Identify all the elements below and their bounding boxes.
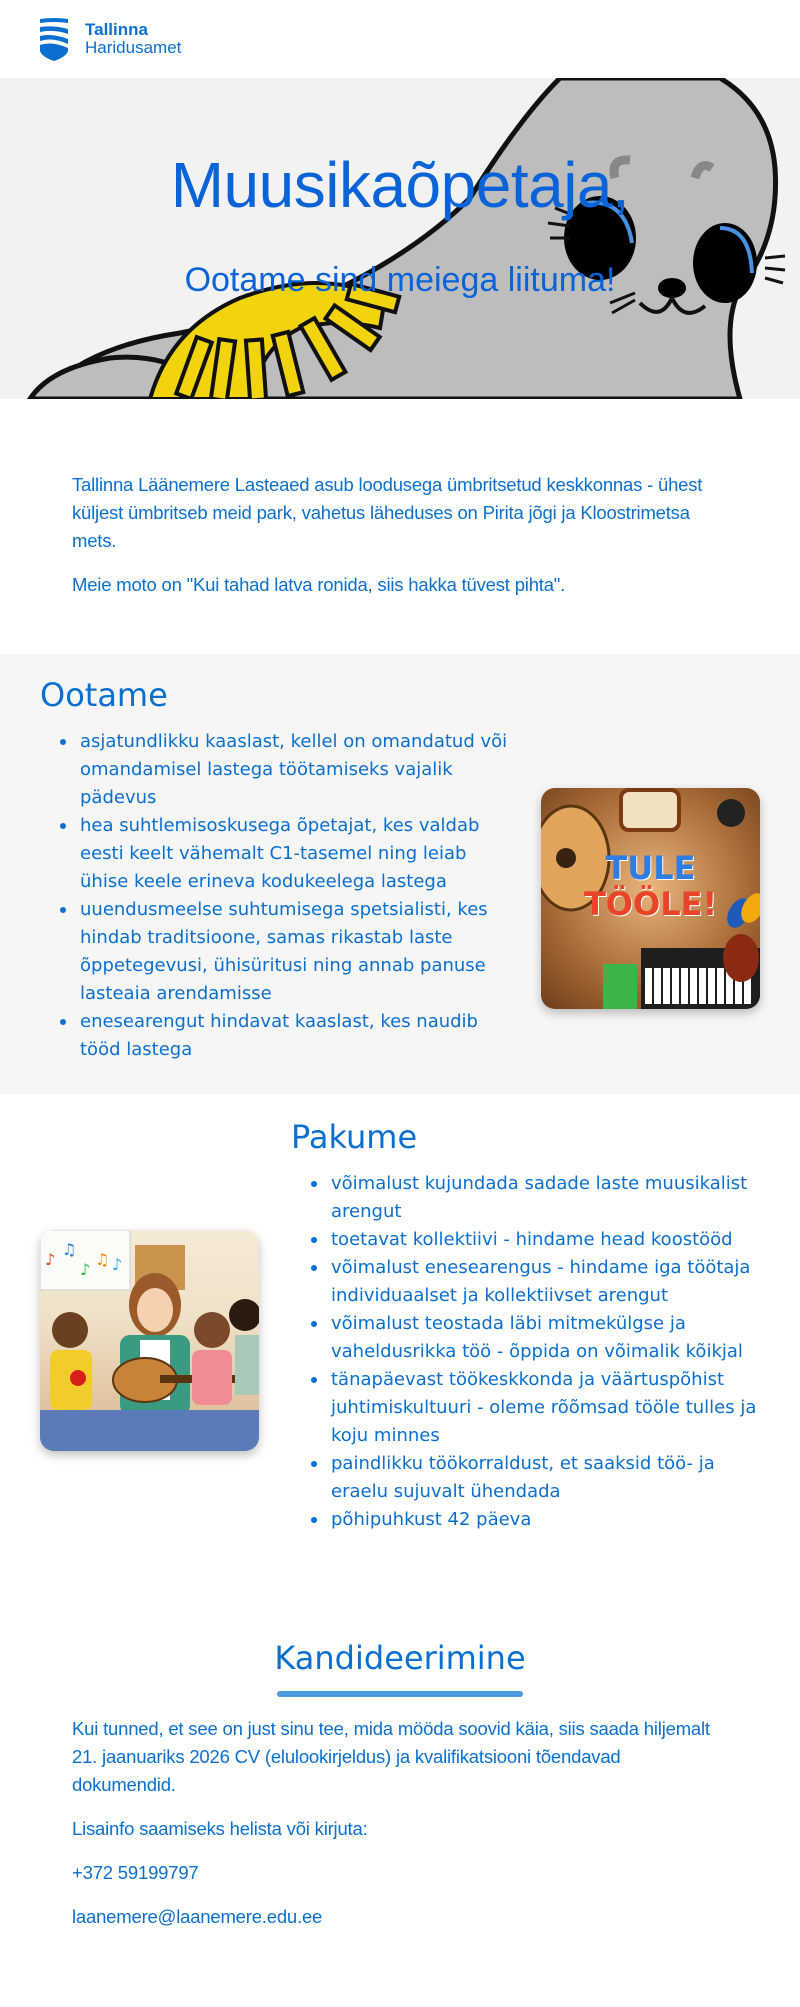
logo-line1: Tallinna [85, 20, 148, 39]
list-item: paindlikku töökorraldust, et saaksid töö- ja eraelu sujuvalt ühendada [291, 1450, 760, 1506]
phone-link[interactable]: +372 59199797 [72, 1862, 199, 1883]
email-link[interactable]: laanemere@laanemere.edu.ee [72, 1906, 323, 1927]
list-item: uuendusmeelse suhtumisega spetsialisti, kes hindab traditsioone, samas rikastab laste õppetegevusi, ühisüritusi ning annab panuse lasteaia arendamisse [40, 896, 519, 1008]
list-item: võimalust teostada läbi mitmekülgse ja vaheldusrikka töö - õppida on võimalik kõikjal [291, 1310, 760, 1366]
tallinna-haridusamet-logo[interactable] [38, 17, 181, 61]
list-item: asjatundlikku kaaslast, kellel on omandatud või omandamisel lastega töötamiseks vajalik pädevus [40, 728, 519, 812]
list-item: tänapäevast töökeskkonda ja väärtuspõhist juhtimiskultuuri - oleme rõõmsad tööle tulles ja koju minnes [291, 1366, 760, 1450]
tule-toole-text: TULE TÖÖLE! [583, 849, 718, 923]
ootame-list [40, 728, 519, 1064]
svg-text:♪: ♪ [45, 1250, 56, 1269]
shield-logo-icon [38, 17, 70, 61]
header [0, 0, 800, 78]
seal-mascot-illustration [0, 78, 800, 399]
svg-text:♫: ♫ [62, 1240, 77, 1259]
info-text: Lisainfo saamiseks helista või kirjuta: [72, 1818, 368, 1839]
pakume-list [291, 1170, 760, 1534]
heading-underline [277, 1691, 523, 1697]
kandideerimine-heading: Kandideerimine [274, 1639, 526, 1677]
hero-title: Muusikaõpetaja, [170, 149, 630, 221]
tule-toole-image [541, 788, 760, 1009]
hero-banner [0, 78, 800, 399]
list-item: enesearengut hindavat kaaslast, kes naudib tööd lastega [40, 1008, 519, 1064]
intro-paragraph: Tallinna Läänemere Lasteaed asub loodusega ümbritsetud keskkonnas - ühest küljest ümbritseb meid park, vahetus läheduses on Pirita jõgi ja Kloostrimetsa mets. [72, 474, 703, 551]
svg-text:♪: ♪ [80, 1260, 91, 1279]
svg-text:♫: ♫ [95, 1250, 110, 1269]
pakume-section [0, 1094, 800, 1584]
intro-section [0, 399, 800, 654]
pakume-heading: Pakume [291, 1118, 418, 1156]
hero-subtitle: Ootame sind meiega liituma! [184, 261, 616, 299]
music-class-illustration [40, 1230, 259, 1451]
list-item: võimalust enesearengus - hindame iga töötaja individuaalset ja kollektiivset arengut [291, 1254, 760, 1310]
list-item: võimalust kujundada sadade laste muusikalist arengut [291, 1170, 760, 1226]
list-item: põhipuhkust 42 päeva [291, 1506, 760, 1534]
motto-paragraph: Meie moto on "Kui tahad latva ronida, siis hakka tüvest pihta". [72, 574, 566, 595]
list-item: toetavat kollektiivi - hindame head koostööd [291, 1226, 760, 1254]
list-item: hea suhtlemisoskusega õpetajat, kes valdab eesti keelt vähemalt C1-tasemel ning leiab ühise keele erineva kodukeelega lastega [40, 812, 519, 896]
ootame-heading: Ootame [40, 676, 168, 714]
ootame-section [0, 654, 800, 1094]
svg-text:♪: ♪ [112, 1255, 123, 1274]
application-text: Kui tunned, et see on just sinu tee, mida mööda soovid käia, siis saada hiljemalt 21. jaanuariks 2026 CV (elulookirjeldus) ja kvalifikatsiooni tõendavad dokumendid. [72, 1718, 710, 1795]
logo-line2: Haridusamet [85, 38, 182, 57]
kandideerimine-section [0, 1584, 800, 1997]
teacher-with-children-image [40, 1230, 259, 1451]
